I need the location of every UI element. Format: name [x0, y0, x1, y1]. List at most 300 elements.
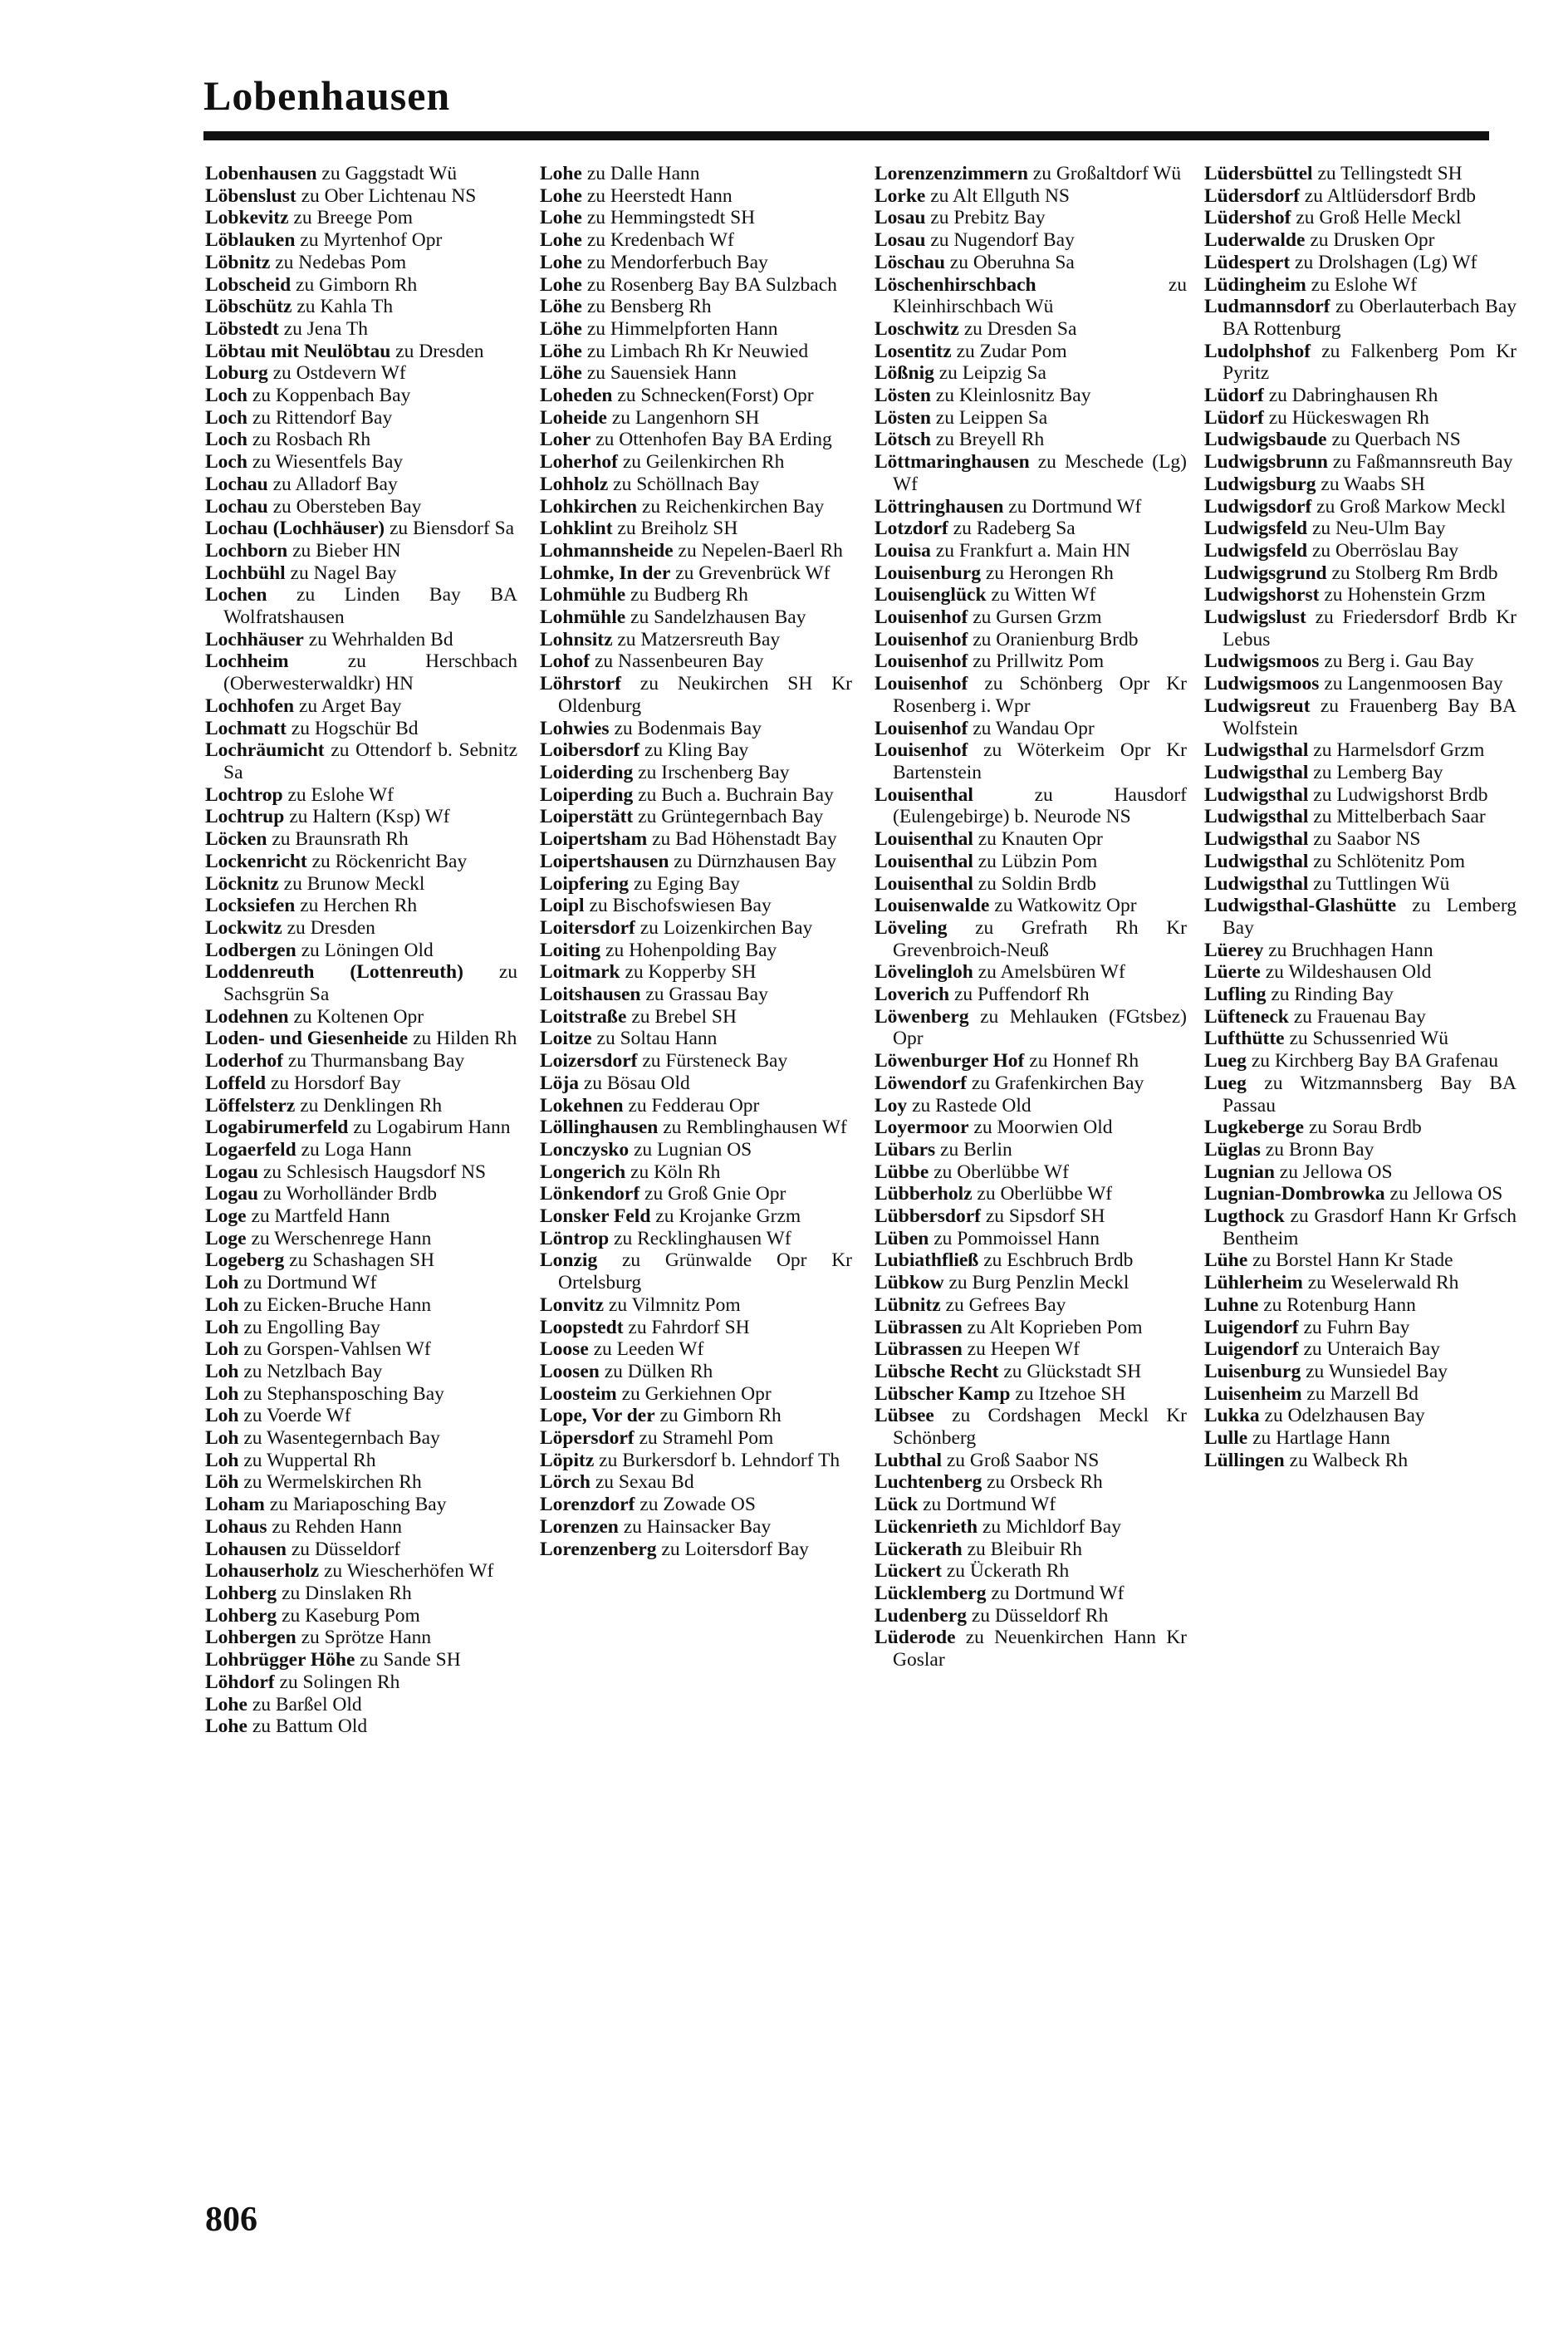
entry-reference: zu Sandelzhausen Bay	[630, 606, 806, 629]
entry-reference: zu Witten Wf	[991, 584, 1096, 606]
entry-reference: zu Wandau Opr	[973, 717, 1095, 739]
entry-place-name: Löcken	[205, 828, 267, 851]
entry-place-name: Lüdorf	[1204, 406, 1264, 429]
entry-place-name: Löveling	[875, 916, 948, 939]
entry-reference: zu Alt Koprieben Pom	[967, 1316, 1143, 1338]
entry-reference: zu Grevenbrück Wf	[675, 562, 831, 584]
entry-reference: zu Nedebas Pom	[275, 251, 407, 273]
entry-place-name: Loiting	[540, 939, 601, 961]
gazetteer-entry	[205, 1117, 517, 1139]
entry-place-name: Lorenzdorf	[540, 1494, 635, 1516]
gazetteer-entry	[540, 1539, 852, 1561]
entry-place-name: Ludwigsmoos	[1204, 673, 1320, 695]
gazetteer-entry	[540, 474, 852, 496]
entry-place-name: Loh	[205, 1382, 239, 1405]
entry-reference: zu Kleinhirschbach Wü	[893, 273, 1187, 318]
entry-place-name: Loiperding	[540, 783, 634, 806]
gazetteer-entry	[540, 385, 852, 407]
entry-reference: zu Thurmansbang Bay	[287, 1050, 465, 1072]
gazetteer-entry	[540, 1427, 852, 1450]
entry-reference: zu Linden Bay BA Wolfratshausen	[223, 584, 517, 629]
entry-place-name: Lohmühle	[540, 584, 626, 606]
entry-reference: zu Frauenberg Bay BA Wolfstein	[1223, 694, 1517, 739]
gazetteer-entry	[540, 1028, 852, 1050]
entry-place-name: Lüdorf	[1204, 385, 1264, 407]
gazetteer-entry	[205, 1583, 517, 1605]
gazetteer-entry	[875, 895, 1187, 917]
entry-reference: zu Soltau Hann	[596, 1028, 718, 1050]
gazetteer-entry	[875, 673, 1187, 717]
entry-place-name: Löpersdorf	[540, 1427, 635, 1450]
entry-place-name: Lüllingen	[1204, 1449, 1285, 1471]
gazetteer-entry	[875, 341, 1187, 363]
gazetteer-entry	[540, 873, 852, 896]
entry-place-name: Löcknitz	[205, 872, 279, 895]
gazetteer-entry	[875, 1249, 1187, 1272]
entry-place-name: Loibersdorf	[540, 739, 640, 762]
entry-place-name: Loitze	[540, 1028, 592, 1050]
entry-reference: zu Haltern (Ksp) Wf	[289, 806, 450, 828]
gazetteer-entry	[540, 1294, 852, 1317]
gazetteer-entry	[1204, 762, 1517, 784]
gazetteer-entry	[540, 296, 852, 318]
entry-reference: zu Hausdorf (Eulengebirge) b. Neurode NS	[893, 783, 1187, 828]
entry-reference: zu Herongen Rh	[985, 562, 1114, 584]
entry-place-name: Lochhofen	[205, 694, 295, 717]
entry-place-name: Löttringhausen	[875, 495, 1004, 518]
gazetteer-entry	[875, 540, 1187, 562]
entry-reference: zu Jellowa OS	[1279, 1161, 1393, 1183]
entry-reference: zu Großaltdorf Wü	[1032, 163, 1182, 184]
gazetteer-entry	[540, 562, 852, 585]
entry-place-name: Loitmark	[540, 961, 620, 984]
gazetteer-entry	[875, 1228, 1187, 1250]
entry-place-name: Lukka	[1204, 1405, 1260, 1427]
entry-reference: zu Dortmund Wf	[1008, 495, 1142, 518]
gazetteer-entry	[875, 1205, 1187, 1228]
entry-place-name: Lochborn	[205, 539, 288, 562]
gazetteer-entry	[205, 296, 517, 318]
entry-place-name: Lohe	[205, 1715, 247, 1738]
entry-reference: zu Gorspen-Vahlsen Wf	[243, 1338, 431, 1361]
gazetteer-entry	[540, 1183, 852, 1205]
entry-reference: zu Wuppertal Rh	[243, 1449, 376, 1471]
entry-reference: zu Fahrdorf SH	[628, 1316, 750, 1338]
entry-place-name: Loge	[205, 1227, 247, 1249]
gazetteer-entry	[540, 961, 852, 984]
entry-reference: zu Zudar Pom	[956, 340, 1067, 362]
entry-place-name: Lockwitz	[205, 916, 282, 939]
gazetteer-entry	[1204, 695, 1517, 739]
gazetteer-entry	[1204, 252, 1517, 274]
gazetteer-entry	[875, 562, 1187, 585]
gazetteer-entry	[1204, 673, 1517, 695]
entry-reference: zu Dresden Sa	[963, 317, 1077, 340]
entry-place-name: Loosen	[540, 1360, 600, 1382]
entry-reference: zu Gimborn Rh	[659, 1405, 782, 1427]
entry-reference: zu Marzell Bd	[1306, 1382, 1419, 1405]
entry-place-name: Loiderding	[540, 761, 634, 783]
entry-reference: zu Jellowa OS	[1389, 1183, 1503, 1205]
entry-reference: zu Bad Höhenstadt Bay	[652, 828, 837, 851]
entry-place-name: Loham	[205, 1494, 265, 1516]
entry-reference: zu Radeberg Sa	[953, 518, 1076, 540]
gazetteer-entry	[1204, 296, 1517, 340]
gazetteer-entry	[1204, 1205, 1517, 1249]
entry-reference: zu Reichenkirchen Bay	[641, 495, 825, 518]
entry-place-name: Ludwigsburg	[1204, 473, 1316, 495]
entry-reference: zu Logabirum Hann	[353, 1117, 511, 1139]
entry-reference: zu Loitersdorf Bay	[661, 1538, 809, 1560]
gazetteer-entry	[875, 1605, 1187, 1627]
entry-reference: zu Ottendorf b. Sebnitz Sa	[223, 739, 518, 783]
entry-place-name: Lochheim	[205, 650, 289, 673]
page-number: 806	[205, 2201, 257, 2239]
gazetteer-entry	[540, 917, 852, 940]
gazetteer-entry	[540, 762, 852, 784]
entry-place-name: Lubiathfließ	[875, 1249, 979, 1272]
entry-place-name: Löhe	[540, 317, 582, 340]
entry-reference: zu Hückeswagen Rh	[1268, 406, 1429, 429]
gazetteer-entry	[875, 451, 1187, 495]
entry-reference: zu Kopperby SH	[625, 961, 757, 984]
entry-place-name: Lohbrügger Höhe	[205, 1649, 355, 1671]
gazetteer-entry	[205, 474, 517, 496]
gazetteer-entry	[540, 784, 852, 807]
entry-reference: zu Sande SH	[360, 1649, 461, 1671]
entry-place-name: Loden- und Giesenheide	[205, 1028, 409, 1050]
gazetteer-entry	[875, 917, 1187, 961]
entry-reference: zu Dabringhausen Rh	[1268, 385, 1438, 407]
gazetteer-entry	[205, 185, 517, 208]
entry-reference: zu Grassau Bay	[645, 984, 768, 1006]
entry-place-name: Loddenreuth (Lottenreuth)	[205, 961, 463, 984]
entry-place-name: Lockenricht	[205, 850, 307, 872]
entry-place-name: Luisenburg	[1204, 1360, 1301, 1382]
entry-reference: zu Lemberg Bay	[1223, 895, 1517, 939]
entry-place-name: Lohe	[205, 1693, 247, 1715]
gazetteer-entry	[1204, 1006, 1517, 1028]
gazetteer-entry	[1204, 895, 1517, 939]
entry-place-name: Lohe	[540, 184, 582, 207]
entry-place-name: Loy	[875, 1094, 908, 1117]
entry-place-name: Lohberg	[205, 1583, 277, 1604]
gazetteer-entry	[1204, 961, 1517, 984]
entry-place-name: Louisenthal	[875, 872, 973, 895]
entry-place-name: Lorenzen	[540, 1515, 619, 1538]
entry-reference: zu Dortmund Wf	[243, 1272, 377, 1294]
entry-place-name: Lüfteneck	[1204, 1005, 1289, 1028]
entry-place-name: Loose	[540, 1338, 589, 1361]
gazetteer-entry	[875, 1560, 1187, 1583]
entry-place-name: Lugnian	[1204, 1161, 1275, 1183]
entry-reference: zu Buch a. Buchrain Bay	[638, 783, 834, 806]
entry-reference: zu Drusken Opr	[1310, 229, 1435, 252]
column-1	[205, 163, 517, 1738]
entry-reference: zu Hartlage Hann	[1252, 1427, 1390, 1450]
entry-reference: zu Lugnian OS	[633, 1138, 752, 1161]
entry-place-name: Lövelingloh	[875, 961, 973, 984]
gazetteer-entry	[540, 1361, 852, 1383]
entry-reference: zu Wöterkeim Opr Kr Bartenstein	[893, 739, 1187, 783]
entry-reference: zu Ückerath Rh	[946, 1560, 1070, 1583]
gazetteer-entry	[205, 1161, 517, 1184]
entry-reference: zu Wunsiedel Bay	[1306, 1360, 1448, 1382]
gazetteer-entry	[205, 562, 517, 585]
entry-reference: zu Prebitz Bay	[930, 207, 1046, 229]
gazetteer-entry	[540, 274, 852, 297]
gazetteer-entry	[540, 1494, 852, 1516]
entry-reference: zu Düsseldorf Rh	[971, 1604, 1109, 1627]
gazetteer-entry	[1204, 429, 1517, 451]
gazetteer-entry	[1204, 873, 1517, 896]
entry-reference: zu Knauten Opr	[978, 828, 1103, 851]
entry-reference: zu Eging Bay	[633, 872, 740, 895]
entry-reference: zu Rosbach Rh	[252, 429, 371, 451]
entry-place-name: Lufling	[1204, 984, 1267, 1006]
entry-reference: zu Schönberg Opr Kr Rosenberg i. Wpr	[893, 673, 1187, 717]
gazetteer-entry	[205, 1516, 517, 1539]
entry-reference: zu Löningen Old	[301, 939, 434, 961]
entry-reference: zu Wiesentfels Bay	[252, 451, 404, 474]
entry-place-name: Luigendorf	[1204, 1338, 1299, 1361]
entry-place-name: Lohklint	[540, 518, 613, 540]
entry-place-name: Loitstraße	[540, 1005, 627, 1028]
entry-place-name: Lochau (Lochhäuser)	[205, 518, 385, 540]
gazetteer-entry	[1204, 1139, 1517, 1161]
entry-place-name: Lohbergen	[205, 1627, 296, 1649]
entry-place-name: Louisenhof	[875, 717, 968, 739]
gazetteer-entry	[875, 518, 1187, 540]
entry-place-name: Lüdersdorf	[1204, 184, 1300, 207]
gazetteer-entry	[205, 718, 517, 740]
gazetteer-entry	[1204, 1183, 1517, 1205]
entry-reference: zu Rotenburg Hann	[1263, 1293, 1416, 1316]
gazetteer-entry	[875, 1627, 1187, 1671]
entry-place-name: Louisenthal	[875, 783, 973, 806]
entry-reference: zu Mehlauken (FGtsbez) Opr	[893, 1005, 1187, 1050]
entry-reference: zu Witzmannsberg Bay BA Passau	[1223, 1072, 1517, 1117]
gazetteer-entry	[875, 429, 1187, 451]
entry-reference: zu Hohenstein Grzm	[1324, 584, 1486, 606]
entry-place-name: Lokehnen	[540, 1094, 624, 1117]
gazetteer-entry	[1204, 474, 1517, 496]
gazetteer-entry	[875, 739, 1187, 783]
entry-reference: zu Wiescherhöfen Wf	[323, 1560, 494, 1583]
entry-place-name: Lübrassen	[875, 1316, 963, 1338]
entry-reference: zu Nagel Bay	[290, 562, 397, 584]
entry-reference: zu Grafenkirchen Bay	[971, 1072, 1144, 1094]
entry-reference: zu Alt Ellguth NS	[930, 184, 1071, 207]
gazetteer-entry	[875, 1183, 1187, 1205]
gazetteer-entry	[205, 629, 517, 651]
gazetteer-entry	[875, 1583, 1187, 1605]
entry-place-name: Loh	[205, 1316, 239, 1338]
entry-place-name: Lübberholz	[875, 1183, 973, 1205]
entry-place-name: Löwenberg	[875, 1005, 969, 1028]
gazetteer-entry	[540, 207, 852, 229]
gazetteer-entry	[205, 274, 517, 297]
gazetteer-entry	[540, 1006, 852, 1028]
entry-reference: zu Neukirchen SH Kr Oldenburg	[558, 673, 853, 717]
gazetteer-entry	[540, 673, 852, 717]
entry-place-name: Loderhof	[205, 1050, 283, 1072]
gazetteer-entry	[1204, 185, 1517, 208]
entry-reference: zu Breiholz SH	[617, 518, 738, 540]
entry-reference: zu Herschbach (Oberwesterwaldkr) HN	[223, 650, 517, 695]
entry-place-name: Löbstedt	[205, 317, 279, 340]
entry-place-name: Louisenwalde	[875, 895, 990, 917]
entry-reference: zu Bruchhagen Hann	[1268, 939, 1433, 961]
gazetteer-entry	[1204, 1427, 1517, 1450]
gazetteer-entry	[205, 341, 517, 363]
entry-place-name: Lohe	[540, 163, 582, 184]
entry-place-name: Lüben	[875, 1227, 929, 1249]
entry-reference: zu Waabs SH	[1321, 473, 1426, 495]
entry-place-name: Lübbe	[875, 1161, 929, 1183]
entry-reference: zu Budberg Rh	[630, 584, 748, 606]
entry-place-name: Lübnitz	[875, 1293, 941, 1316]
entry-place-name: Lohauserholz	[205, 1560, 320, 1583]
entry-place-name: Lohwies	[540, 717, 610, 739]
gazetteer-entry	[875, 252, 1187, 274]
gazetteer-entry	[875, 229, 1187, 252]
entry-place-name: Lohaus	[205, 1515, 267, 1538]
entry-place-name: Loherhof	[540, 451, 618, 474]
entry-reference: zu Lemberg Bay	[1313, 761, 1443, 783]
entry-place-name: Louisenburg	[875, 562, 981, 584]
gazetteer-entry	[540, 362, 852, 385]
entry-place-name: Louisenhof	[875, 673, 968, 695]
gazetteer-entry	[205, 163, 517, 185]
gazetteer-entry	[205, 895, 517, 917]
entry-reference: zu Gursen Grzm	[973, 606, 1102, 629]
entry-reference: zu Hainsacker Bay	[623, 1515, 772, 1538]
gazetteer-entry	[540, 252, 852, 274]
entry-place-name: Löhe	[540, 296, 582, 318]
entry-place-name: Lohof	[540, 650, 590, 673]
entry-reference: zu Weselerwald Rh	[1307, 1272, 1459, 1294]
entry-reference: zu Koppenbach Bay	[252, 385, 411, 407]
entry-reference: zu Sachsgrün Sa	[223, 961, 517, 1006]
entry-reference: zu Voerde Wf	[243, 1405, 351, 1427]
gazetteer-entry	[875, 1338, 1187, 1361]
entry-reference: zu Martfeld Hann	[251, 1205, 390, 1228]
entry-reference: zu Michldorf Bay	[982, 1515, 1121, 1538]
entry-reference: zu Neu-Ulm Bay	[1311, 518, 1446, 540]
entry-reference: zu Faßmannsreuth Bay	[1332, 451, 1513, 474]
entry-place-name: Ludwigsfeld	[1204, 518, 1308, 540]
gazetteer-entry	[875, 207, 1187, 229]
entry-place-name: Lückert	[875, 1560, 942, 1583]
entry-place-name: Ludwigsreut	[1204, 694, 1311, 717]
gazetteer-entry	[1204, 984, 1517, 1006]
entry-reference: zu Brunow Meckl	[283, 872, 425, 895]
gazetteer-entry	[875, 407, 1187, 429]
entry-reference: zu Sprötze Hann	[301, 1627, 432, 1649]
entry-place-name: Lübsche Recht	[875, 1360, 999, 1382]
entry-place-name: Ludwigsbrunn	[1204, 451, 1328, 474]
entry-place-name: Lohholz	[540, 473, 609, 495]
entry-reference: zu Bensberg Rh	[586, 296, 712, 318]
entry-place-name: Lönkendorf	[540, 1183, 640, 1205]
entry-place-name: Löhe	[540, 362, 582, 385]
entry-place-name: Lörch	[540, 1471, 590, 1494]
entry-reference: zu Himmelpforten Hann	[586, 317, 778, 340]
entry-reference: zu Denklingen Rh	[300, 1094, 443, 1117]
entry-reference: zu Sorau Brdb	[1308, 1117, 1422, 1139]
gazetteer-entry	[205, 362, 517, 385]
gazetteer-entry	[1204, 1405, 1517, 1427]
gazetteer-entry	[205, 1228, 517, 1250]
entry-reference: zu Mendorferbuch Bay	[586, 251, 768, 273]
entry-reference: zu Cordshagen Meckl Kr Schönberg	[893, 1405, 1187, 1450]
gazetteer-entry	[1204, 940, 1517, 962]
entry-reference: zu Altlüdersdorf Brdb	[1304, 184, 1477, 207]
entry-reference: zu Bronn Bay	[1265, 1138, 1374, 1161]
gazetteer-entry	[540, 229, 852, 252]
entry-place-name: Loffeld	[205, 1072, 267, 1094]
gazetteer-entry	[1204, 451, 1517, 474]
entry-place-name: Loipertshausen	[540, 850, 669, 872]
entry-reference: zu Burg Penzlin Meckl	[948, 1272, 1129, 1294]
gazetteer-entry	[205, 1249, 517, 1272]
entry-place-name: Ludwigsfeld	[1204, 539, 1308, 562]
entry-reference: zu Battum Old	[252, 1715, 368, 1738]
entry-place-name: Lochräumicht	[205, 739, 325, 762]
entry-reference: zu Fürsteneck Bay	[642, 1050, 788, 1072]
entry-place-name: Löschenhirschbach	[875, 273, 1036, 296]
gazetteer-entry	[875, 1494, 1187, 1516]
entry-reference: zu Mittelberbach Saar	[1313, 806, 1486, 828]
entry-place-name: Louisenhof	[875, 739, 968, 762]
gazetteer-entry	[1204, 1050, 1517, 1072]
gazetteer-entry	[875, 318, 1187, 341]
gazetteer-entry	[205, 806, 517, 828]
entry-place-name: Loizersdorf	[540, 1050, 638, 1072]
gazetteer-entry	[540, 1383, 852, 1406]
entry-reference: zu Berlin	[940, 1138, 1012, 1161]
gazetteer-entry	[875, 718, 1187, 740]
entry-reference: zu Schlesisch Haugsdorf NS	[262, 1161, 487, 1183]
entry-place-name: Löschau	[875, 251, 945, 273]
entry-reference: zu Kredenbach Wf	[586, 229, 734, 252]
gazetteer-entry	[205, 518, 517, 540]
gazetteer-entry	[205, 385, 517, 407]
entry-place-name: Louisenhof	[875, 628, 968, 650]
entry-reference: zu Oberuhna Sa	[949, 251, 1075, 273]
gazetteer-entry	[540, 1450, 852, 1472]
entry-reference: zu Grasdorf Hann Kr Grfsch Bentheim	[1223, 1205, 1517, 1249]
gazetteer-entry	[205, 739, 517, 783]
entry-reference: zu Worholländer Brdb	[262, 1183, 437, 1205]
entry-reference: zu Vilmnitz Pom	[608, 1293, 741, 1316]
entry-reference: zu Oberlauterbach Bay BA Rottenburg	[1223, 296, 1517, 340]
gazetteer-entry	[205, 1649, 517, 1671]
entry-place-name: Ludwigslust	[1204, 606, 1306, 629]
gazetteer-entry	[205, 1494, 517, 1516]
entry-reference: zu Irschenberg Bay	[638, 761, 790, 783]
entry-reference: zu Meschede (Lg) Wf	[893, 451, 1188, 495]
gazetteer-entry	[875, 274, 1187, 318]
entry-reference: zu Myrtenhof Opr	[300, 229, 443, 252]
entry-place-name: Lugthock	[1204, 1205, 1285, 1228]
gazetteer-entry	[1204, 806, 1517, 828]
gazetteer-entry	[205, 1272, 517, 1294]
gazetteer-entry	[1204, 562, 1517, 585]
entry-reference: zu Bischofswiesen Bay	[589, 895, 772, 917]
gazetteer-entry	[205, 584, 517, 628]
